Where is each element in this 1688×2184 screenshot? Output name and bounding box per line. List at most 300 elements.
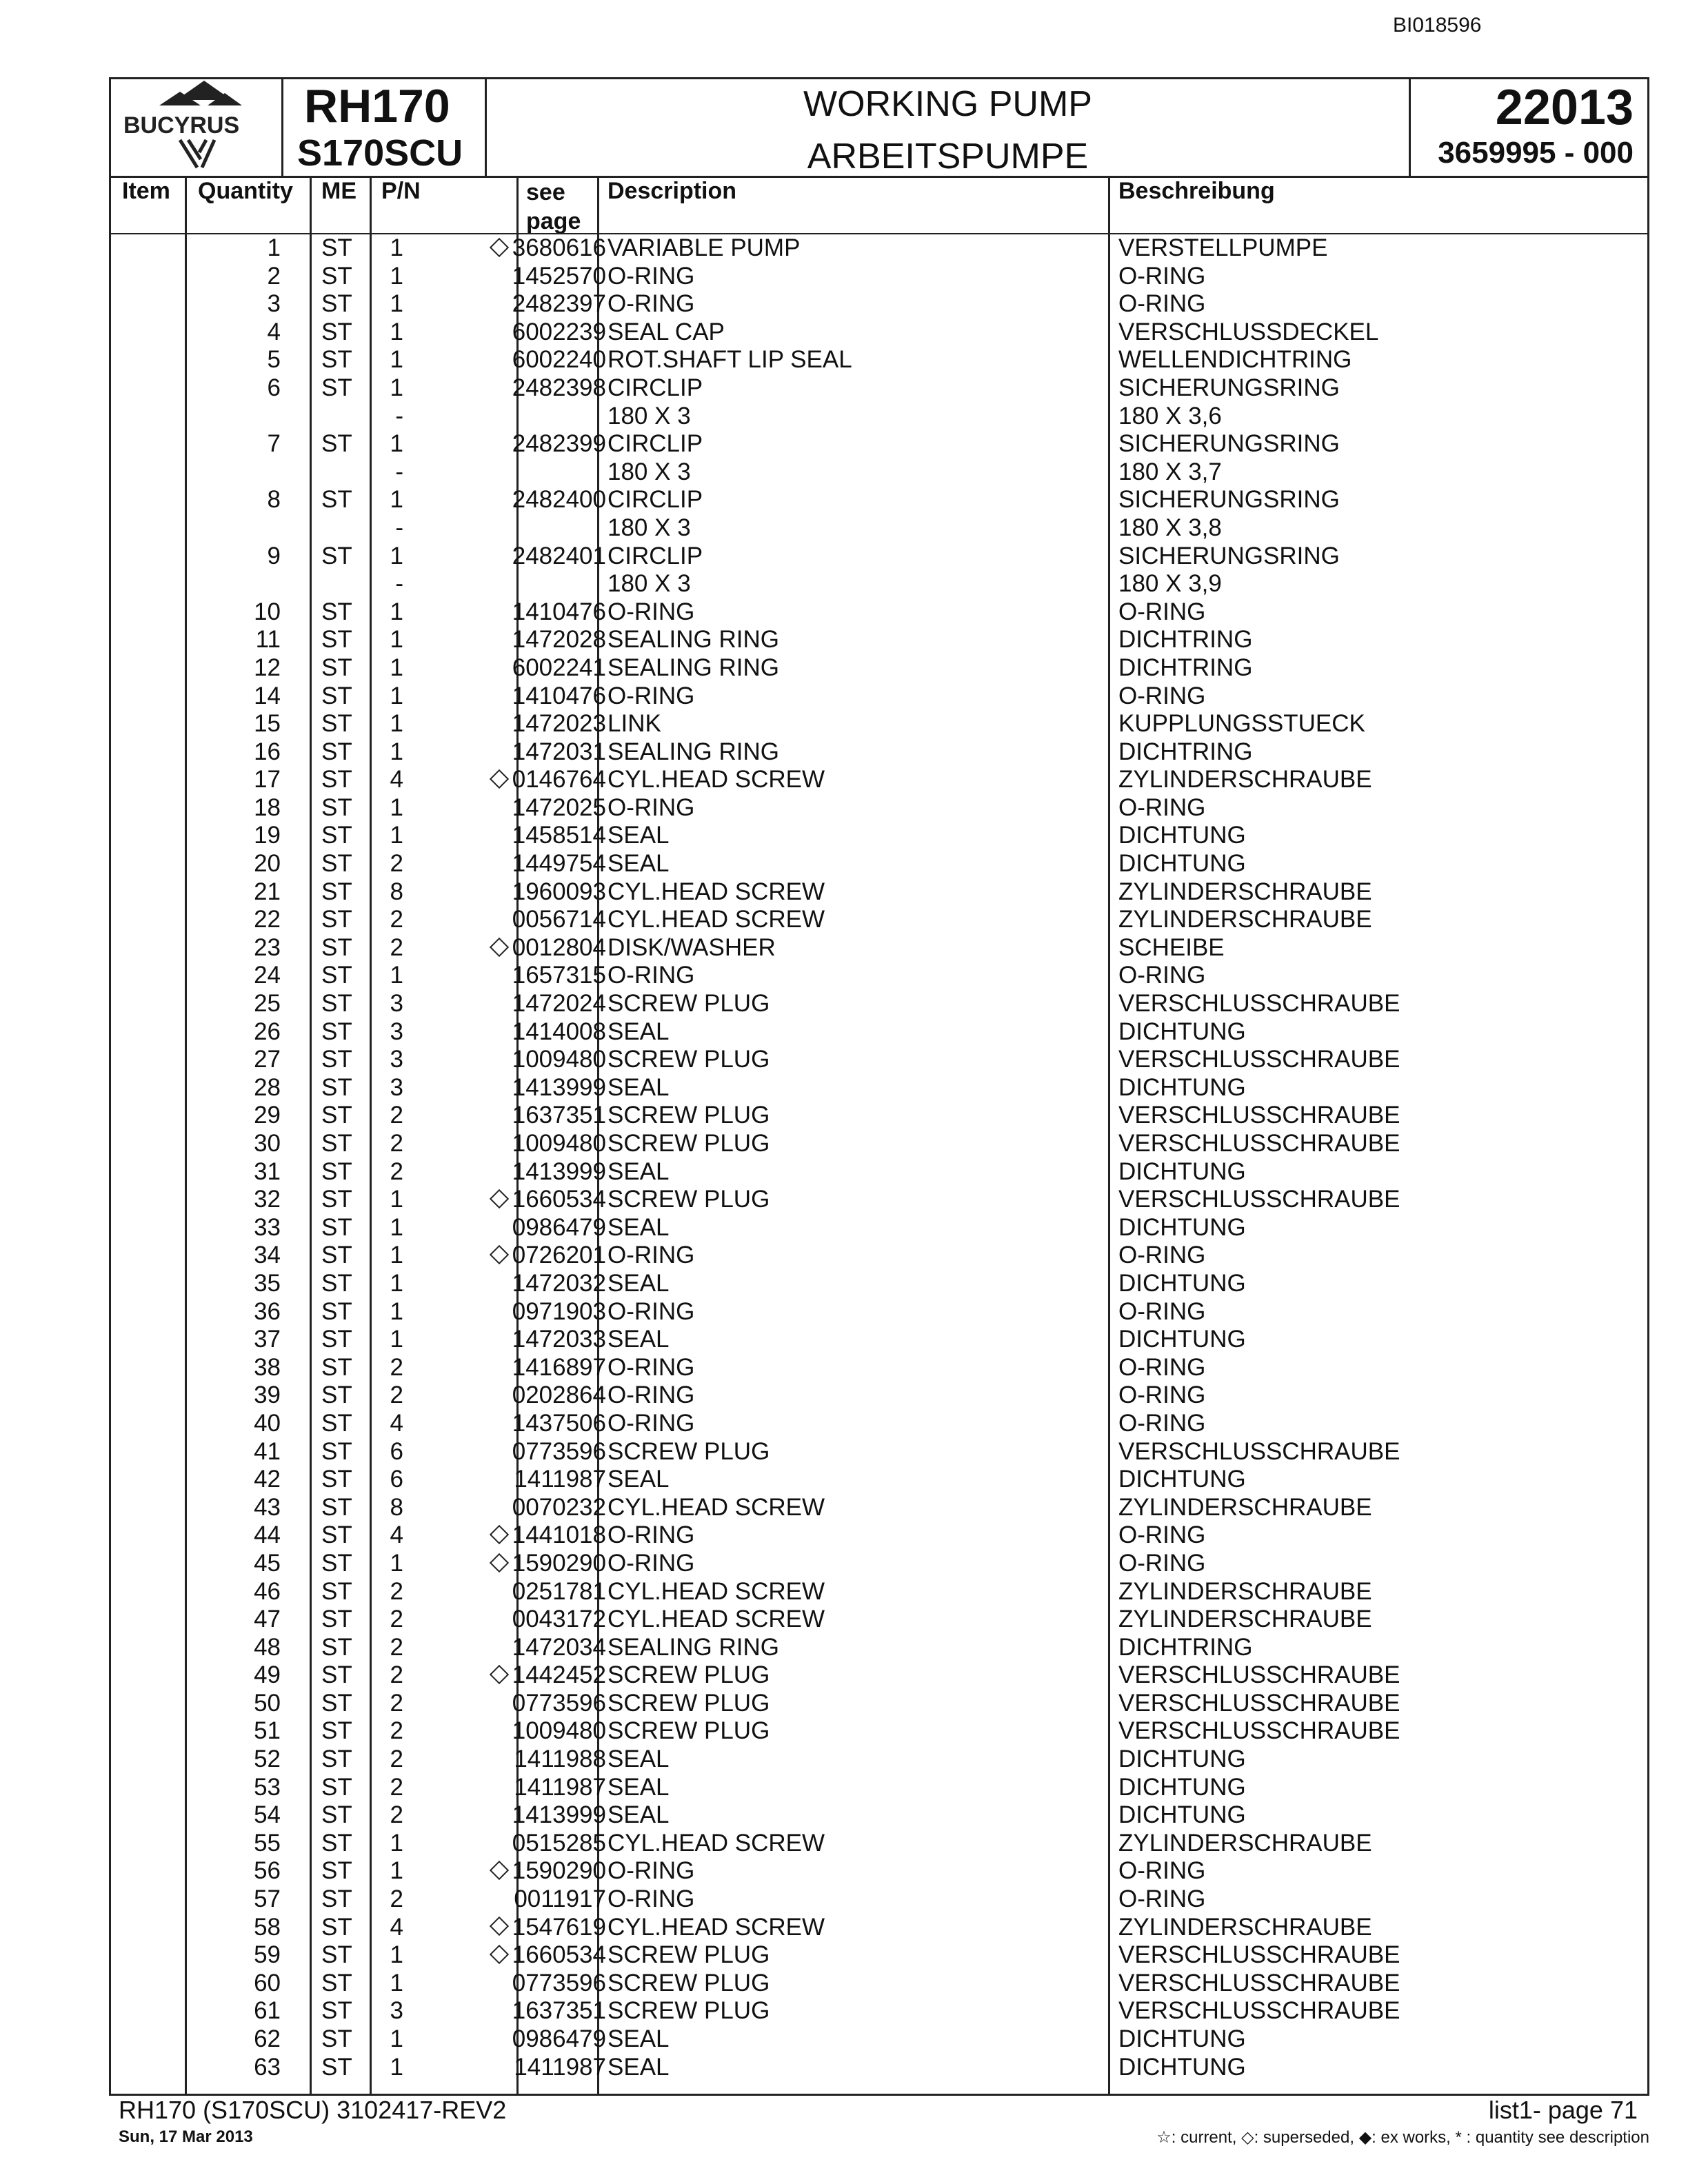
part-number-cell	[512, 1970, 606, 1998]
quantity-cell-text: 1	[390, 542, 403, 569]
description-cell	[607, 878, 825, 907]
item-cell	[254, 1830, 281, 1858]
part-number-cell	[512, 1270, 606, 1298]
description-cell-text: CIRCLIP	[607, 542, 703, 569]
quantity-cell-text: 1	[390, 430, 403, 458]
quantity-cell-text: 2	[390, 1746, 403, 1773]
beschreibung-cell-text: DICHTUNG	[1118, 1801, 1246, 1829]
part-number-cell-text: 1413999	[512, 1157, 606, 1185]
description-cell	[607, 654, 779, 682]
me-cell-text: ST	[321, 486, 352, 514]
quantity-cell	[390, 1410, 403, 1438]
description-cell	[607, 458, 691, 487]
description-cell	[607, 346, 852, 374]
me-cell	[321, 1410, 352, 1438]
part-number-cell	[492, 1521, 606, 1550]
description-cell-text: CIRCLIP	[607, 374, 703, 401]
part-number-cell	[492, 1550, 606, 1578]
quantity-cell	[390, 1046, 403, 1074]
item-cell	[268, 346, 281, 374]
part-number-cell	[492, 934, 606, 962]
quantity-cell-text: 1	[390, 262, 403, 290]
beschreibung-cell-text: SICHERUNGSRING	[1118, 486, 1340, 514]
beschreibung-cell-text: 180 X 3,7	[1118, 458, 1222, 485]
quantity-cell-text: 2	[390, 850, 403, 878]
beschreibung-cell-text: SICHERUNGSRING	[1118, 374, 1340, 401]
part-number-cell-text: 1547619	[512, 1913, 606, 1941]
item-cell	[254, 794, 281, 822]
beschreibung-cell	[1118, 263, 1205, 291]
description-cell	[607, 1830, 825, 1858]
part-number-cell-text: 0070232	[512, 1493, 606, 1521]
logo-cell	[111, 79, 283, 176]
item-cell	[254, 654, 281, 682]
item-cell	[254, 1354, 281, 1382]
item-cell-text: 5	[267, 346, 281, 374]
beschreibung-cell-text: ZYLINDERSCHRAUBE	[1118, 1913, 1372, 1941]
item-cell	[254, 1494, 281, 1522]
quantity-cell	[390, 1186, 403, 1214]
part-number-cell-text: 1472032	[512, 1269, 606, 1297]
me-cell-text: ST	[321, 654, 352, 681]
item-cell-text: 42	[254, 1466, 281, 1493]
item-cell-text: 41	[254, 1437, 281, 1465]
description-cell	[607, 1438, 770, 1466]
beschreibung-cell	[1118, 1578, 1372, 1606]
quantity-cell	[390, 430, 403, 458]
item-cell-text: 1	[267, 234, 281, 261]
part-number-cell-text: 0986479	[512, 1213, 606, 1241]
quantity-cell-text: 1	[390, 1857, 403, 1885]
description-cell-text: SCREW PLUG	[607, 1437, 770, 1465]
part-number-cell-text: 1410476	[512, 682, 606, 709]
quantity-cell	[390, 1690, 403, 1718]
superseded-diamond-icon	[490, 1245, 509, 1264]
table-row	[111, 1298, 1647, 1326]
superseded-diamond-icon	[490, 1665, 509, 1684]
me-cell-text: ST	[321, 1353, 352, 1381]
me-cell	[321, 2025, 352, 2054]
description-cell-text: CYL.HEAD SCREW	[607, 1606, 825, 1633]
beschreibung-cell-text: DICHTUNG	[1118, 1326, 1246, 1353]
part-number-cell	[492, 1941, 606, 1970]
part-number-cell-text: 6002241	[512, 654, 606, 681]
part-number-cell	[512, 1102, 606, 1130]
part-number-cell	[512, 374, 606, 403]
description-cell-text: CYL.HEAD SCREW	[607, 1493, 825, 1521]
description-cell-text: SEALING RING	[607, 1633, 779, 1661]
quantity-cell-text: 1	[390, 2025, 403, 2052]
quantity-cell	[390, 1354, 403, 1382]
beschreibung-cell-text: O-RING	[1118, 1409, 1206, 1437]
beschreibung-cell-text: DICHTUNG	[1118, 1157, 1246, 1185]
description-cell	[607, 1521, 694, 1550]
beschreibung-cell	[1118, 1074, 1246, 1102]
table-row	[111, 1102, 1647, 1130]
footer-page: list1- page 71	[1488, 2096, 1638, 2124]
parts-table-body	[111, 234, 1647, 2081]
me-cell	[321, 1970, 352, 1998]
me-cell-text: ST	[321, 1269, 352, 1297]
beschreibung-cell	[1118, 1158, 1246, 1186]
description-cell-text: SCREW PLUG	[607, 1717, 770, 1745]
description-cell	[607, 990, 770, 1018]
beschreibung-cell	[1118, 1746, 1246, 1774]
beschreibung-cell-text: O-RING	[1118, 1521, 1206, 1549]
item-cell	[254, 1661, 281, 1690]
part-number-cell-text: 1472034	[512, 1633, 606, 1661]
description-cell-text: SEAL	[607, 850, 670, 878]
quantity-cell	[390, 1494, 403, 1522]
quantity-cell	[395, 403, 403, 431]
description-cell	[607, 430, 703, 458]
description-cell-text: 180 X 3	[607, 514, 691, 541]
title-block	[111, 79, 1647, 178]
item-cell	[254, 1298, 281, 1326]
me-cell-text: ST	[321, 1297, 352, 1325]
quantity-cell-text: 6	[390, 1466, 403, 1493]
table-row	[111, 1130, 1647, 1158]
description-cell-text: SEAL	[607, 2053, 670, 2081]
quantity-cell-text: 8	[390, 1493, 403, 1521]
part-number-cell-text: 1590290	[512, 1549, 606, 1577]
item-cell-text: 4	[267, 318, 281, 345]
me-cell-text: ST	[321, 1689, 352, 1717]
table-row	[111, 738, 1647, 767]
description-cell-text: SCREW PLUG	[607, 1997, 770, 2025]
item-cell	[268, 318, 281, 347]
part-number-cell	[512, 1690, 606, 1718]
item-cell-text: 2	[267, 262, 281, 290]
table-row	[111, 822, 1647, 850]
description-cell-text: O-RING	[607, 682, 695, 709]
quantity-cell-text: 2	[390, 1130, 403, 1157]
quantity-cell-text: 2	[390, 1577, 403, 1605]
me-cell	[321, 654, 352, 682]
item-cell	[254, 710, 281, 738]
me-cell-text: ST	[321, 2025, 352, 2052]
part-number-cell	[492, 1186, 606, 1214]
table-row	[111, 1941, 1647, 1970]
item-cell	[268, 234, 281, 263]
description-cell-text: VARIABLE PUMP	[607, 234, 801, 261]
item-cell	[254, 1410, 281, 1438]
beschreibung-cell-text: ZYLINDERSCHRAUBE	[1118, 1829, 1372, 1857]
quantity-cell	[390, 766, 403, 794]
description-cell-text: O-RING	[607, 1857, 695, 1885]
me-cell	[321, 1074, 352, 1102]
me-cell	[321, 1382, 352, 1410]
table-row	[111, 1801, 1647, 1830]
part-number-cell	[512, 1298, 606, 1326]
logo-text: BUCYRUS	[123, 112, 240, 139]
beschreibung-cell	[1118, 458, 1222, 487]
description-cell	[607, 1578, 825, 1606]
me-cell-text: ST	[321, 1157, 352, 1185]
quantity-cell-text: 2	[390, 1717, 403, 1745]
description-cell	[607, 682, 694, 711]
part-number-cell-text: 0043172	[512, 1606, 606, 1633]
me-cell-text: ST	[321, 290, 352, 318]
beschreibung-cell-text: DICHTUNG	[1118, 2053, 1246, 2081]
item-cell-text: 30	[254, 1130, 281, 1157]
item-cell	[254, 1606, 281, 1634]
description-cell	[607, 766, 825, 794]
item-cell	[254, 1270, 281, 1298]
table-row	[111, 403, 1647, 431]
description-cell-text: O-RING	[607, 1549, 695, 1577]
quantity-cell-text: 2	[390, 1661, 403, 1689]
part-number-cell-text: 0773596	[512, 1969, 606, 1996]
table-row	[111, 710, 1647, 738]
table-row	[111, 1634, 1647, 1662]
description-cell-text: 180 X 3	[607, 458, 691, 485]
part-number-cell	[512, 1801, 606, 1830]
quantity-cell	[390, 290, 403, 318]
superseded-diamond-icon	[490, 1525, 509, 1544]
description-cell	[607, 598, 694, 627]
item-cell	[268, 263, 281, 291]
part-number-cell	[512, 906, 606, 934]
item-cell-text: 35	[254, 1269, 281, 1297]
description-cell-text: SCREW PLUG	[607, 1186, 770, 1213]
me-cell-text: ST	[321, 710, 352, 738]
quantity-cell	[390, 1521, 403, 1550]
quantity-cell	[390, 1941, 403, 1970]
beschreibung-cell	[1118, 1438, 1400, 1466]
part-number-cell	[512, 486, 606, 514]
quantity-cell	[390, 1158, 403, 1186]
beschreibung-cell	[1118, 1801, 1246, 1830]
table-row	[111, 1550, 1647, 1578]
item-cell	[254, 1074, 281, 1102]
me-cell	[321, 626, 352, 654]
me-cell	[321, 1326, 352, 1354]
item-cell-text: 17	[254, 766, 281, 793]
quantity-cell	[390, 1242, 403, 1270]
part-number-cell-text: 6002239	[512, 318, 606, 345]
superseded-diamond-icon	[490, 238, 509, 257]
me-cell-text: ST	[321, 1606, 352, 1633]
quantity-cell	[390, 934, 403, 962]
part-number-cell	[512, 543, 606, 571]
part-number-cell-text: 1411987	[514, 1466, 606, 1493]
me-cell	[321, 1298, 352, 1326]
me-cell-text: ST	[321, 1213, 352, 1241]
description-cell-text: ROT.SHAFT LIP SEAL	[607, 346, 852, 374]
item-cell	[254, 682, 281, 711]
description-cell	[607, 906, 825, 934]
me-cell-text: ST	[321, 234, 352, 261]
item-cell-text: 40	[254, 1409, 281, 1437]
table-row	[111, 1018, 1647, 1046]
quantity-cell	[390, 1438, 403, 1466]
me-cell	[321, 1466, 352, 1494]
me-cell	[321, 1606, 352, 1634]
quantity-cell-text: 1	[390, 682, 403, 709]
quantity-cell-text: -	[395, 402, 403, 429]
table-row	[111, 1830, 1647, 1858]
quantity-cell	[390, 234, 403, 263]
me-cell	[321, 1746, 352, 1774]
item-cell	[254, 1018, 281, 1046]
me-cell-text: ST	[321, 542, 352, 569]
beschreibung-cell	[1118, 1857, 1205, 1885]
part-number-cell	[512, 738, 606, 767]
item-cell	[254, 738, 281, 767]
description-cell-text: SCREW PLUG	[607, 1689, 770, 1717]
beschreibung-cell	[1118, 738, 1252, 767]
quantity-cell	[390, 1830, 403, 1858]
quantity-cell	[390, 1270, 403, 1298]
beschreibung-cell-text: DICHTUNG	[1118, 822, 1246, 849]
me-cell-text: ST	[321, 822, 352, 849]
me-cell-text: ST	[321, 1466, 352, 1493]
quantity-cell	[390, 263, 403, 291]
description-cell	[607, 290, 694, 318]
table-row	[111, 794, 1647, 822]
beschreibung-cell-text: VERSCHLUSSCHRAUBE	[1118, 1186, 1400, 1213]
item-cell-text: 34	[254, 1242, 281, 1269]
quantity-cell-text: 3	[390, 1997, 403, 2025]
item-cell	[256, 626, 281, 654]
description-cell-text: SEAL	[607, 1466, 670, 1493]
part-number-cell-text: 1414008	[512, 1018, 606, 1045]
description-cell	[607, 1354, 694, 1382]
part-number-cell	[512, 318, 606, 347]
beschreibung-cell-text: O-RING	[1118, 1857, 1206, 1885]
beschreibung-cell	[1118, 430, 1340, 458]
quantity-cell	[390, 990, 403, 1018]
item-cell-text: 10	[254, 598, 281, 625]
me-cell-text: ST	[321, 793, 352, 821]
footer-document-ref: RH170 (S170SCU) 3102417-REV2	[119, 2096, 507, 2124]
col-header-page: page	[526, 208, 581, 234]
description-cell-text: SEAL	[607, 1801, 670, 1829]
beschreibung-cell-text: 180 X 3,9	[1118, 570, 1222, 598]
part-number-cell-text: 1410476	[512, 598, 606, 625]
quantity-cell-text: 1	[390, 738, 403, 765]
quantity-cell	[390, 1885, 403, 1914]
description-cell	[607, 1970, 770, 1998]
me-cell	[321, 1690, 352, 1718]
beschreibung-cell	[1118, 346, 1352, 374]
item-cell	[254, 1466, 281, 1494]
beschreibung-cell-text: VERSCHLUSSCHRAUBE	[1118, 1997, 1400, 2025]
item-cell	[254, 1046, 281, 1074]
beschreibung-cell-text: SICHERUNGSRING	[1118, 542, 1340, 569]
me-cell	[321, 1521, 352, 1550]
me-cell	[321, 1830, 352, 1858]
description-cell-text: SEALING RING	[607, 654, 779, 681]
me-cell	[321, 1661, 352, 1690]
description-cell-text: CYL.HEAD SCREW	[607, 878, 825, 905]
me-cell-text: ST	[321, 1242, 352, 1269]
beschreibung-cell-text: 180 X 3,8	[1118, 514, 1222, 541]
beschreibung-cell	[1118, 598, 1205, 627]
me-cell	[321, 822, 352, 850]
col-header-item: Item	[122, 178, 170, 204]
part-number-cell	[512, 290, 606, 318]
table-row	[111, 1717, 1647, 1746]
description-cell	[607, 2054, 670, 2082]
quantity-cell	[390, 626, 403, 654]
table-row	[111, 1214, 1647, 1242]
quantity-cell	[390, 598, 403, 627]
description-cell	[607, 486, 703, 514]
me-cell	[321, 2054, 352, 2082]
me-cell	[321, 1494, 352, 1522]
me-cell-text: ST	[321, 1437, 352, 1465]
table-row	[111, 1578, 1647, 1606]
description-cell	[607, 850, 670, 878]
item-cell-text: 20	[254, 850, 281, 878]
part-number-cell-text: 2482399	[512, 430, 606, 458]
beschreibung-cell	[1118, 1242, 1205, 1270]
item-cell-text: 48	[254, 1633, 281, 1661]
item-cell-text: 47	[254, 1606, 281, 1633]
footer-legend: ☆: current, ◇: superseded, ◆: ex works, * : quantity see description	[1156, 2128, 1649, 2147]
beschreibung-cell	[1118, 962, 1205, 990]
item-cell-text: 63	[254, 2053, 281, 2081]
beschreibung-cell-text: ZYLINDERSCHRAUBE	[1118, 1493, 1372, 1521]
description-cell-text: O-RING	[607, 1521, 695, 1549]
description-cell	[607, 1550, 694, 1578]
quantity-cell-text: 1	[390, 1242, 403, 1269]
part-number-cell-text: 0773596	[512, 1689, 606, 1717]
table-row	[111, 1326, 1647, 1354]
item-cell	[254, 1857, 281, 1885]
quantity-cell-text: 1	[390, 1941, 403, 1969]
table-row	[111, 1661, 1647, 1690]
description-cell	[607, 1242, 694, 1270]
beschreibung-cell-text: VERSCHLUSSCHRAUBE	[1118, 1689, 1400, 1717]
table-row	[111, 654, 1647, 682]
item-cell-text: 29	[254, 1102, 281, 1129]
quantity-cell	[390, 2054, 403, 2082]
quantity-cell-text: 1	[390, 1326, 403, 1353]
quantity-cell-text: 2	[390, 933, 403, 961]
item-cell-text: 56	[254, 1857, 281, 1885]
description-cell-text: SEAL	[607, 1326, 670, 1353]
me-cell	[321, 1941, 352, 1970]
beschreibung-cell-text: VERSCHLUSSCHRAUBE	[1118, 1717, 1400, 1745]
me-cell	[321, 850, 352, 878]
item-cell	[254, 1550, 281, 1578]
beschreibung-cell-text: O-RING	[1118, 1885, 1206, 1913]
me-cell-text: ST	[321, 262, 352, 290]
item-cell-text: 32	[254, 1186, 281, 1213]
quantity-cell-text: 2	[390, 1773, 403, 1801]
title-de: ARBEITSPUMPE	[807, 136, 1089, 176]
item-cell	[254, 1941, 281, 1970]
description-cell	[607, 1382, 694, 1410]
me-cell-text: ST	[321, 598, 352, 625]
item-cell	[254, 1774, 281, 1802]
beschreibung-cell-text: VERSCHLUSSDECKEL	[1118, 318, 1379, 345]
part-number-cell-text: 2482400	[512, 486, 606, 514]
quantity-cell	[390, 1606, 403, 1634]
description-cell-text: SCREW PLUG	[607, 1969, 770, 1996]
description-cell	[607, 1774, 670, 1802]
quantity-cell	[390, 850, 403, 878]
description-cell-text: O-RING	[607, 1242, 695, 1269]
beschreibung-cell-text: DICHTUNG	[1118, 1073, 1246, 1101]
description-cell-text: O-RING	[607, 598, 695, 625]
beschreibung-cell	[1118, 1018, 1246, 1046]
beschreibung-cell-text: O-RING	[1118, 1549, 1206, 1577]
description-cell-text: 180 X 3	[607, 570, 691, 598]
